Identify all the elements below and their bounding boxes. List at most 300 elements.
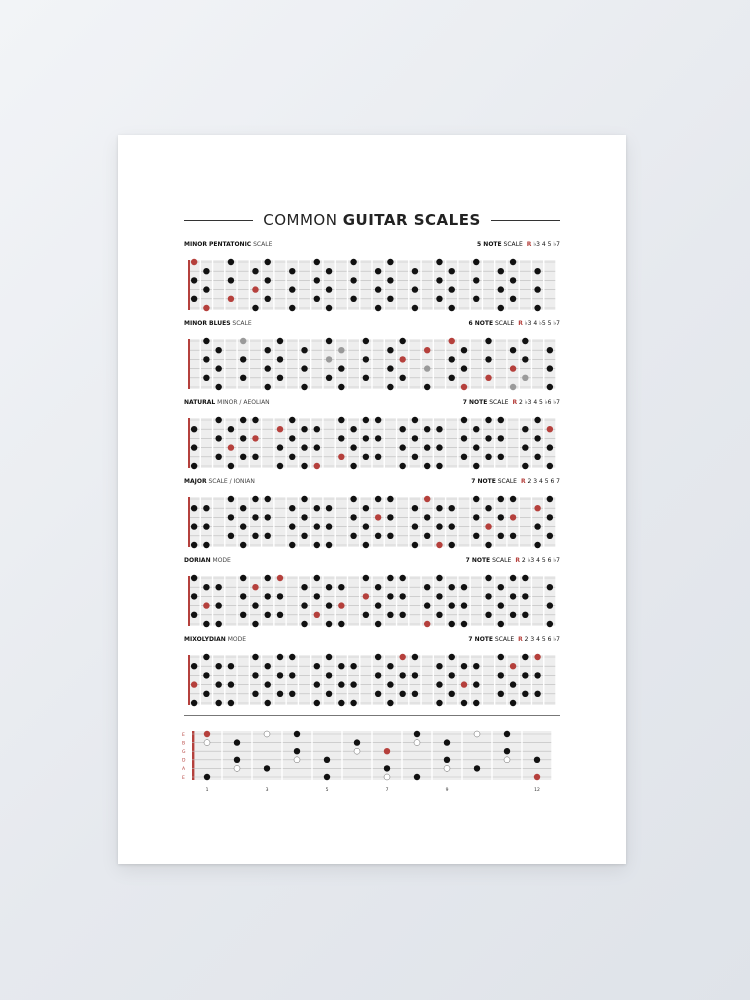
scale-note-dot [326, 654, 332, 660]
scale-note-dot [252, 672, 258, 678]
fret-number: 7 [385, 788, 389, 793]
scale-note-dot [363, 417, 369, 423]
scale-note-dot [191, 700, 197, 706]
scale-note-dot [265, 277, 271, 283]
scale-note-dot [289, 523, 295, 529]
scale-name [184, 241, 272, 248]
poster [118, 135, 626, 864]
note-dot [324, 774, 330, 780]
scale-note-dot [191, 663, 197, 669]
scale-note-dot [314, 542, 320, 548]
scale-note-dot [498, 691, 504, 697]
scale-name-rest: MODE [225, 636, 247, 643]
scale-note-dot [228, 700, 234, 706]
scale-note-dot [449, 672, 455, 678]
scale-note-dot [240, 356, 246, 362]
scale-note-dot [387, 365, 393, 371]
scale-note-dot [387, 296, 393, 302]
scale-note-dot [215, 621, 221, 627]
scale-note-dot [473, 496, 479, 502]
fretboard-diagram [184, 494, 560, 550]
scale-note-dot [314, 523, 320, 529]
scale-note-dot [436, 296, 442, 302]
scale-note-dot [436, 277, 442, 283]
root-note-dot [485, 375, 491, 381]
interval: 5 [539, 636, 546, 643]
scale-note-dot [547, 514, 553, 520]
scale-note-dot [326, 621, 332, 627]
blue-note-dot [338, 347, 344, 353]
scale-note-dot [498, 672, 504, 678]
scale-note-dot [326, 691, 332, 697]
scale-note-dot [473, 514, 479, 520]
scale-note-dot [399, 593, 405, 599]
scale-note-dot [547, 347, 553, 353]
scale-note-dot [473, 296, 479, 302]
scale-note-dot [522, 612, 528, 618]
scale-formula [466, 557, 560, 564]
fretboard-svg [184, 573, 560, 629]
scale-note-dot [387, 384, 393, 390]
scale-note-dot [277, 463, 283, 469]
section-minor-pentatonic [184, 241, 560, 317]
scale-note-dot [387, 259, 393, 265]
scale-note-dot [191, 575, 197, 581]
root-note-dot [338, 454, 344, 460]
scale-note-dot [215, 417, 221, 423]
scale-note-dot [228, 277, 234, 283]
scale-note-dot [314, 593, 320, 599]
scale-note-dot [326, 338, 332, 344]
scale-note-dot [522, 672, 528, 678]
scale-note-dot [449, 691, 455, 697]
title-light: COMMON [263, 211, 338, 229]
scale-note-dot [412, 435, 418, 441]
scale-note-dot [350, 700, 356, 706]
scale-note-dot [350, 463, 356, 469]
root-note-dot [203, 305, 209, 311]
scale-note-dot [399, 444, 405, 450]
scale-note-dot [522, 691, 528, 697]
scale-note-dot [289, 505, 295, 511]
interval: 4 [531, 399, 538, 406]
scale-name-bold: MINOR PENTATONIC [184, 241, 252, 248]
scale-note-dot [485, 542, 491, 548]
title-text [263, 211, 481, 229]
scale-note-dot [314, 700, 320, 706]
scale-note-dot [547, 444, 553, 450]
scale-note-dot [436, 681, 442, 687]
scale-note-dot [350, 514, 356, 520]
interval: ♭3 [531, 241, 540, 248]
scale-note-dot [203, 672, 209, 678]
scale-note-dot [436, 426, 442, 432]
scale-note-dot [510, 496, 516, 502]
section-minor-blues [184, 320, 560, 396]
scale-note-dot [191, 277, 197, 283]
section-mixolydian [184, 636, 560, 712]
root-note-dot [534, 505, 540, 511]
scale-note-dot [191, 542, 197, 548]
fretboard-diagram [184, 257, 560, 313]
scale-note-dot [277, 612, 283, 618]
scale-note-dot [289, 417, 295, 423]
note-dot [534, 757, 540, 763]
scale-note-dot [301, 514, 307, 520]
nut-marker [188, 576, 190, 626]
scale-note-dot [510, 347, 516, 353]
scale-note-dot [203, 621, 209, 627]
fretboard-diagram [184, 573, 560, 629]
interval: ♭7 [551, 241, 560, 248]
scale-note-dot [350, 277, 356, 283]
title-bold: GUITAR SCALES [342, 211, 481, 229]
scale-note-dot [547, 384, 553, 390]
scale-note-dot [289, 672, 295, 678]
nut-marker [188, 339, 190, 389]
scale-note-dot [314, 681, 320, 687]
scale-note-dot [449, 356, 455, 362]
scale-note-dot [522, 593, 528, 599]
scale-note-dot [387, 277, 393, 283]
intervals [527, 241, 560, 248]
scale-note-dot [289, 454, 295, 460]
scale-note-dot [473, 681, 479, 687]
open-note-dot [294, 757, 300, 763]
scale-note-dot [277, 444, 283, 450]
scale-note-dot [301, 444, 307, 450]
interval-root: R [512, 399, 518, 406]
blue-note-dot [326, 356, 332, 362]
note-count: 6 NOTE [468, 320, 494, 327]
root-note-dot [338, 602, 344, 608]
scale-name [184, 557, 231, 564]
scale-note-dot [375, 602, 381, 608]
scale-note-dot [522, 654, 528, 660]
note-dot [324, 757, 330, 763]
fret-number: 12 [534, 788, 540, 793]
scale-note-dot [252, 417, 258, 423]
scale-note-dot [387, 681, 393, 687]
scale-note-dot [510, 593, 516, 599]
scale-name-rest: SCALE [230, 320, 252, 327]
string-label: E [182, 775, 185, 781]
scale-note-dot [314, 277, 320, 283]
scale-note-dot [350, 681, 356, 687]
scale-note-dot [326, 375, 332, 381]
scale-note-dot [522, 338, 528, 344]
fret-number: 9 [445, 788, 449, 793]
fretboard-svg [184, 257, 560, 313]
open-note-dot [384, 774, 390, 780]
scale-note-dot [412, 691, 418, 697]
root-note-dot [252, 286, 258, 292]
scale-note-dot [436, 593, 442, 599]
scale-note-dot [461, 365, 467, 371]
fretboard-diagram [184, 652, 560, 708]
nut-marker [188, 497, 190, 547]
open-note-dot [204, 740, 210, 746]
scale-note-dot [387, 700, 393, 706]
scale-note-dot [485, 435, 491, 441]
interval-root: R [515, 557, 520, 564]
note-dot [234, 757, 240, 763]
interval: ♭5 [537, 320, 546, 327]
root-note-dot [252, 584, 258, 590]
scale-note-dot [485, 417, 491, 423]
blue-note-dot [510, 384, 516, 390]
scale-note-dot [461, 435, 467, 441]
section-header [184, 399, 560, 411]
note-count: 5 NOTE [477, 241, 502, 248]
scale-note-dot [314, 259, 320, 265]
note-dot [234, 739, 240, 745]
scale-note-dot [326, 523, 332, 529]
note-dot [384, 765, 390, 771]
scale-note-dot [289, 542, 295, 548]
title-rule-left [184, 220, 253, 221]
scale-note-dot [449, 654, 455, 660]
scale-note-dot [252, 268, 258, 274]
scale-note-dot [265, 700, 271, 706]
scale-note-dot [375, 672, 381, 678]
scale-note-dot [498, 602, 504, 608]
scale-note-dot [252, 533, 258, 539]
scale-note-dot [277, 338, 283, 344]
root-note-dot [277, 575, 283, 581]
interval: 5 [539, 557, 546, 564]
root-note-dot [191, 259, 197, 265]
interval: ♭7 [551, 557, 560, 564]
scale-note-dot [436, 575, 442, 581]
scale-note-dot [412, 542, 418, 548]
scale-note-dot [375, 454, 381, 460]
scale-name [184, 320, 252, 327]
scale-note-dot [547, 496, 553, 502]
scale-note-dot [301, 584, 307, 590]
scale-note-dot [412, 654, 418, 660]
scale-note-dot [277, 375, 283, 381]
scale-note-dot [473, 700, 479, 706]
scale-note-dot [203, 691, 209, 697]
scale-note-dot [522, 444, 528, 450]
scale-note-dot [510, 296, 516, 302]
scale-note-dot [338, 700, 344, 706]
root-note-dot [314, 463, 320, 469]
scale-note-dot [277, 356, 283, 362]
scale-note-dot [473, 426, 479, 432]
note-count: 7 NOTE [471, 478, 496, 485]
interval: 5 [545, 320, 552, 327]
scale-note-dot [498, 268, 504, 274]
section-divider [184, 715, 560, 716]
note-dot [444, 757, 450, 763]
interval: 5 [542, 478, 549, 485]
scale-note-dot [338, 365, 344, 371]
scale-note-dot [424, 463, 430, 469]
scale-note-dot [363, 338, 369, 344]
scale-note-dot [289, 691, 295, 697]
scale-note-dot [240, 375, 246, 381]
scale-note-dot [449, 375, 455, 381]
scale-note-dot [277, 593, 283, 599]
scale-note-dot [387, 612, 393, 618]
scale-note-dot [510, 259, 516, 265]
interval: 4 [537, 478, 543, 485]
interval: ♭3 [522, 320, 532, 327]
scale-note-dot [301, 602, 307, 608]
section-header [184, 636, 560, 648]
scale-note-dot [461, 602, 467, 608]
root-note-dot [252, 435, 258, 441]
section-major [184, 478, 560, 554]
scale-note-dot [412, 505, 418, 511]
scale-note-dot [240, 593, 246, 599]
scale-note-dot [424, 426, 430, 432]
scale-name [184, 478, 255, 485]
intervals [515, 557, 560, 564]
scale-note-dot [485, 505, 491, 511]
scale-note-dot [228, 496, 234, 502]
scale-note-dot [449, 268, 455, 274]
scale-note-dot [485, 356, 491, 362]
scale-note-dot [338, 681, 344, 687]
scale-note-dot [314, 296, 320, 302]
scale-note-dot [461, 584, 467, 590]
scale-note-dot [203, 338, 209, 344]
scale-note-dot [449, 523, 455, 529]
scale-note-dot [289, 654, 295, 660]
scale-note-dot [449, 286, 455, 292]
scale-note-dot [301, 384, 307, 390]
root-note-dot [510, 663, 516, 669]
root-note-dot [375, 514, 381, 520]
scale-note-dot [412, 454, 418, 460]
note-count-suffix: SCALE [493, 320, 515, 327]
scale-note-dot [485, 612, 491, 618]
interval-root: R [518, 320, 523, 327]
interval: 4 [534, 557, 540, 564]
note-count-suffix: SCALE [487, 399, 509, 406]
section-natural-minor [184, 399, 560, 475]
scale-note-dot [338, 584, 344, 590]
nut-marker [188, 260, 190, 310]
note-dot [504, 748, 510, 754]
scale-note-dot [436, 463, 442, 469]
note-dot [204, 774, 210, 780]
scale-note-dot [363, 454, 369, 460]
fret-number: 1 [205, 788, 209, 793]
scale-note-dot [350, 533, 356, 539]
scale-note-dot [363, 435, 369, 441]
note-dot [504, 731, 510, 737]
scale-note-dot [314, 575, 320, 581]
scale-note-dot [289, 268, 295, 274]
scale-note-dot [265, 533, 271, 539]
open-note-dot [504, 757, 510, 763]
scale-note-dot [363, 375, 369, 381]
scale-note-dot [301, 365, 307, 371]
scale-name-bold: MINOR BLUES [184, 320, 231, 327]
scale-note-dot [449, 602, 455, 608]
section-header [184, 478, 560, 490]
scale-note-dot [363, 542, 369, 548]
scale-note-dot [203, 356, 209, 362]
scale-note-dot [534, 417, 540, 423]
scale-note-dot [215, 663, 221, 669]
root-note-dot [384, 748, 390, 754]
root-note-dot [228, 296, 234, 302]
scale-note-dot [338, 417, 344, 423]
scale-note-dot [228, 663, 234, 669]
scale-name-rest: MODE [210, 557, 231, 564]
scale-note-dot [265, 663, 271, 669]
fretboard-overview [178, 727, 564, 795]
scale-note-dot [363, 612, 369, 618]
fretboard-svg [184, 336, 560, 392]
intervals [512, 399, 560, 406]
scale-note-dot [547, 584, 553, 590]
scale-note-dot [473, 444, 479, 450]
scale-note-dot [534, 435, 540, 441]
scale-note-dot [412, 305, 418, 311]
fretboard-diagram [184, 336, 560, 392]
scale-note-dot [350, 426, 356, 432]
interval: 3 [528, 636, 535, 643]
scale-name-rest: SCALE [251, 241, 273, 248]
scale-note-dot [498, 654, 504, 660]
scale-note-dot [375, 654, 381, 660]
scale-note-dot [350, 444, 356, 450]
scale-note-dot [387, 514, 393, 520]
intervals [518, 320, 560, 327]
root-note-dot [461, 681, 467, 687]
scale-note-dot [265, 296, 271, 302]
scale-note-dot [301, 426, 307, 432]
scale-note-dot [215, 602, 221, 608]
interval: 6 [545, 557, 552, 564]
scale-note-dot [424, 444, 430, 450]
scale-note-dot [449, 542, 455, 548]
scale-name [184, 399, 270, 406]
root-note-dot [363, 593, 369, 599]
string-label: B [182, 741, 186, 747]
scale-note-dot [449, 305, 455, 311]
scale-note-dot [326, 505, 332, 511]
scale-note-dot [510, 700, 516, 706]
note-dot [354, 739, 360, 745]
interval: 5 [537, 399, 543, 406]
fretboard-svg [184, 494, 560, 550]
scale-note-dot [252, 654, 258, 660]
scale-note-dot [510, 575, 516, 581]
root-note-dot [436, 542, 442, 548]
note-count: 7 NOTE [468, 636, 493, 643]
nut-marker [188, 655, 190, 705]
scale-note-dot [277, 654, 283, 660]
scale-note-dot [498, 454, 504, 460]
open-note-dot [264, 731, 270, 737]
interval: ♭3 [525, 557, 535, 564]
scale-note-dot [461, 417, 467, 423]
interval: ♭7 [551, 636, 560, 643]
scale-note-dot [387, 347, 393, 353]
scale-note-dot [289, 305, 295, 311]
scale-note-dot [265, 384, 271, 390]
root-note-dot [191, 681, 197, 687]
root-note-dot [461, 384, 467, 390]
scale-note-dot [436, 259, 442, 265]
